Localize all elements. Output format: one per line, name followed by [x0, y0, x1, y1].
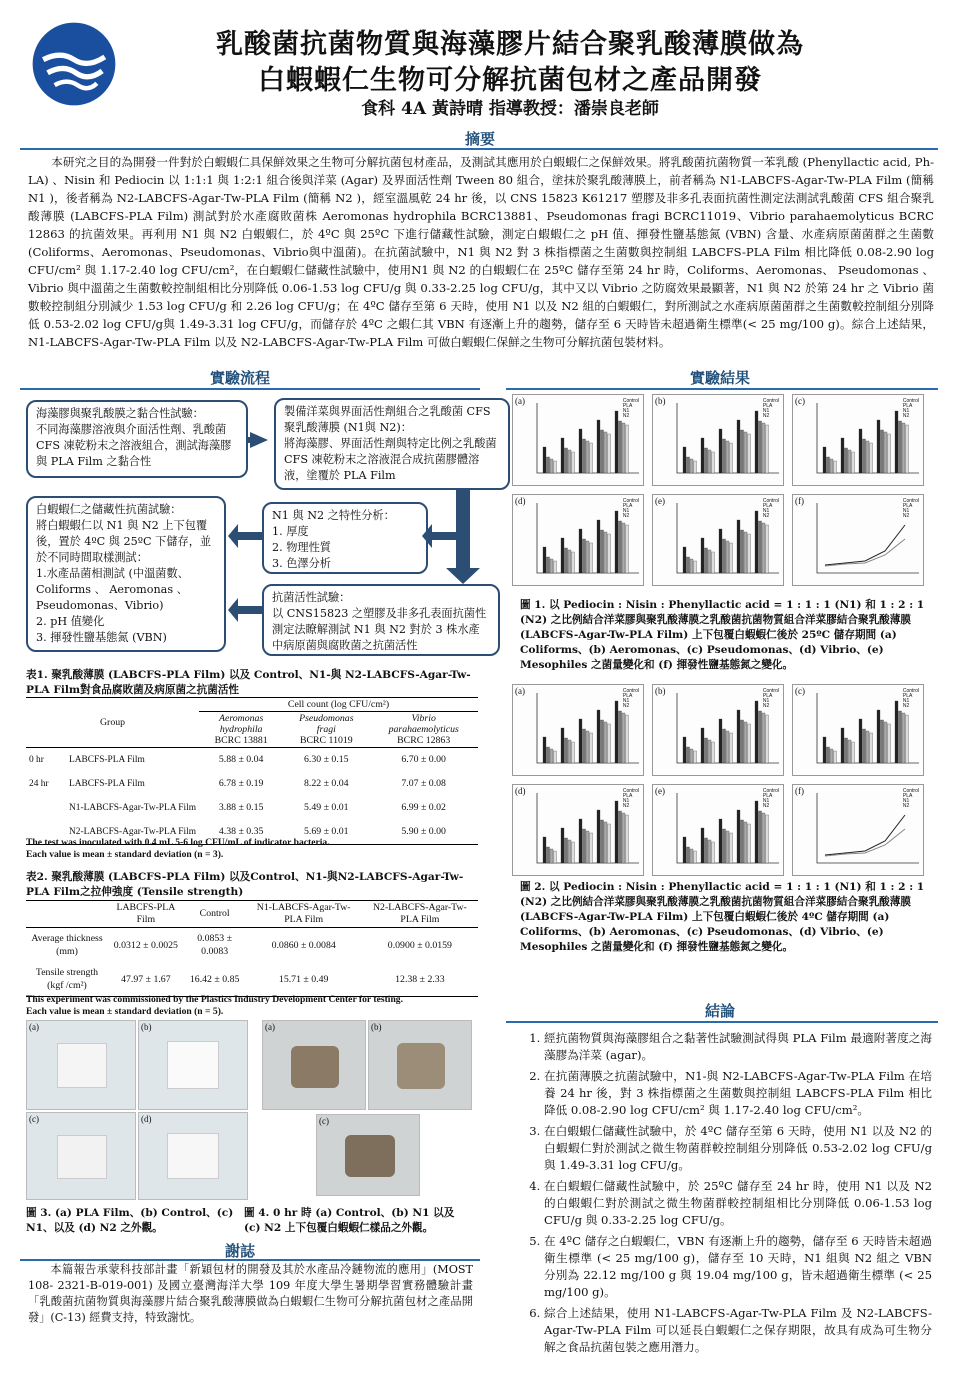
figure2-panels	[512, 684, 932, 880]
figure3-photos	[26, 1020, 248, 1200]
table2-header-cell: N1-LABCFS-Agar-Tw-PLA Film	[256, 902, 351, 925]
poster-author: 食科 4A 黃詩晴 指導教授：潘崇良老師	[361, 99, 659, 119]
result-panel: (f) Control PLA N1 N2	[792, 784, 924, 876]
table-row: 24 hr LABCFS-PLA Film 6.78 ± 0.19 8.22 ± 0.04 7.07 ± 0.08	[29, 778, 446, 789]
table-row: N2-LABCFS-Agar-Tw-PLA Film 4.38 ± 0.35 5.69 ± 0.01 5.90 ± 0.00	[69, 826, 446, 837]
arrow-right-icon	[250, 432, 268, 448]
flow-divider	[20, 388, 480, 390]
conclusion-divider	[506, 1021, 938, 1023]
result-panel: (b) Control PLA N1 N2	[652, 684, 784, 776]
ack-heading: 謝誌	[224, 1242, 255, 1260]
poster-title-line2: 白蝦蝦仁生物可分解抗菌包材之產品開發	[258, 65, 762, 96]
list-item: 2. 在抗菌薄膜之抗菌試驗中，N1-與 N2-LABCFS-Agar-Tw-PLA Film 在培養 24 hr 後，對 3 株指標菌之生菌數與控制組 LABCFS-PLA Film 相比降低 0.08-2.90 log CFU/cm² 與 1.17-2.40 log CFU/cm²。	[544, 1068, 932, 1119]
result-panel: (f) Control PLA N1 N2	[792, 494, 924, 586]
flow-box-characterization: N1 與 N2 之特性分析： 1. 厚度 2. 物理性質 3. 色澤分析	[262, 502, 428, 574]
table1-col-vibrio: Vibrio parahaemolyticus BCRC 12863	[388, 713, 459, 746]
conclusion-list	[544, 1030, 932, 1360]
result-panel: (a) Control PLA N1 N2	[512, 684, 644, 776]
table1-col-aeromonas: Aeromonas hydrophila BCRC 13881	[214, 713, 268, 746]
table1-caption: 表1. 聚乳酸薄膜 (LABCFS-PLA Film) 以及 Control、N1-與 N2-LABCFS-Agar-Tw-PLA Film對食品腐敗菌及病原菌之抗菌活性	[26, 669, 471, 696]
table2-caption: 表2. 聚乳酸薄膜 (LABCFS-PLA Film) 以及Control、N1-與N2-LABCFS-Agar-Tw-PLA Film之拉伸強度 (Tensile strength)	[26, 871, 464, 898]
table2-header-cell: N2-LABCFS-Agar-Tw-PLA Film	[372, 902, 467, 925]
flow-box-antibacterial-test: 抗菌活性試驗： 以 CNS15823 之塑膠及非多孔表面抗菌性測定法瞭解測試 N1 與 N2 對於 3 株水產中病原菌與腐敗菌之抗菌活性	[262, 584, 500, 656]
table2-notes: This experiment was commissioned by the Plastics Industry Development Center for testing. Each value is mean ± standard deviation (n = 5).	[26, 994, 403, 1017]
result-panel: (e) Control PLA N1 N2	[652, 494, 784, 586]
figure4-caption: 圖 4. 0 hr 時 (a) Control、(b) N1 以及 (c) N2 上下包覆白蝦蝦仁樣品之外觀。	[244, 1207, 455, 1234]
list-item: 5. 在 4ºC 儲存之白蝦蝦仁，VBN 有逐漸上升的趨勢，儲存至 6 天時皆未超過衛生標準 (< 25 mg/100 g)，儲存至 10 天時，N1 組與 N2 組之 VBN 分別為 22.12 mg/100 g 與 19.04 mg/100 g，皆未超過衛生標準 (< 25 mg/100 g)。	[544, 1233, 932, 1301]
abstract-divider	[20, 148, 938, 150]
table1-count-header: Cell count (log CFU/cm²)	[199, 698, 478, 712]
figure4-photo-b: (b)	[368, 1020, 472, 1110]
poster-title-line1: 乳酸菌抗菌物質與海藻膠片結合聚乳酸薄膜做為	[216, 29, 804, 60]
table2-header-cell: Control	[199, 908, 230, 919]
result-panel: (c) Control PLA N1 N2	[792, 394, 924, 486]
figure3-photo-d: (d)	[138, 1112, 248, 1200]
figure4-photos	[262, 1020, 472, 1196]
flow-box-adhesion-test: 海藻膠與聚乳酸膜之黏合性試驗： 不同海藻膠溶液與介面活性劑、乳酸菌 CFS 凍乾粉末之溶液組合，測試海藻膠與 PLA Film 之黏合性	[26, 400, 248, 478]
list-item: 3. 在白蝦蝦仁儲藏性試驗中，於 4ºC 儲存至第 6 天時，使用 N1 以及 N2 的白蝦蝦仁對於測試之微生物菌群較控制組分別降低 0.53-2.02 log CFU/g 與 1.49-3.31 log CFU/g。	[544, 1123, 932, 1174]
result-panel: (c) Control PLA N1 N2	[792, 684, 924, 776]
table-row: Tensile strength (kgf /cm²) 47.97 ± 1.67 16.42 ± 0.85 15.71 ± 0.49 12.38 ± 2.33	[35, 967, 445, 991]
result-panel: (e) Control PLA N1 N2	[652, 784, 784, 876]
flow-box-film-preparation: 製備洋菜與界面活性劑組合之乳酸菌 CFS 聚乳酸薄膜 (N1與 N2)： 將海藻膠、界面活性劑與特定比例之乳酸菌 CFS 凍乾粉末之溶液混合成抗菌膠體溶液，塗覆於 PLA Film	[274, 398, 510, 490]
arrow-left-icon	[228, 598, 238, 622]
table-row: N1-LABCFS-Agar-Tw-PLA Film 3.88 ± 0.15 5.49 ± 0.01 6.99 ± 0.02	[69, 802, 446, 813]
list-item: 6. 綜合上述結果，使用 N1-LABCFS-Agar-Tw-PLA Film 及 N2-LABCFS-Agar-Tw-PLA Film 可以延長白蝦蝦仁之保存期限，故具有成為可生物分解之食品抗菌包裝之應用潛力。	[544, 1305, 932, 1356]
table1-notes: The test was inoculated with 0.4 mL 5-6 log CFU/mL of indicator bacteria. Each value is mean ± standard deviation (n = 3).	[26, 837, 330, 860]
result-panel: (b) Control PLA N1 N2	[652, 394, 784, 486]
figure3-photo-b: (b)	[138, 1020, 248, 1110]
table2	[26, 900, 478, 997]
flow-box-storage-test: 白蝦蝦仁之儲藏性抗菌試驗： 將白蝦蝦仁以 N1 與 N2 上下包覆後，置於 4ºC 與 25ºC 下儲存，並於不同時間取樣測試： 1.水產品菌相測試 (中溫菌數、Coliforms 、 Aeromonas 、 Pseudomonas、Vibrio) 2. pH 值變化 3. 揮發性鹽基態氮 (VBN)	[26, 496, 226, 652]
figure3-photo-a: (a)	[26, 1020, 136, 1110]
figure4-photo-c: (c)	[316, 1114, 420, 1196]
result-panel: (a) Control PLA N1 N2	[512, 394, 644, 486]
table2-header-cell	[26, 901, 108, 928]
arrow-down-icon	[446, 568, 480, 584]
table-row: Average thickness (mm) 0.0312 ± 0.0025 0.0853 ± 0.0083 0.0860 ± 0.0084 0.0900 ± 0.0159	[31, 933, 452, 957]
table1-group-header: Group	[99, 717, 126, 728]
figure1-caption: 圖 1. 以 Pediocin : Nisin : Phenyllactic acid = 1 : 1 : 1 (N1) 和 1 : 2 : 1 (N2) 之比例結合洋菜膠與聚乳酸薄膜之乳酸菌抗菌物質組合洋菜膠結合聚乳酸薄膜 (LABCFS-Agar-Tw-PLA Film) 上下包覆白蝦蝦仁後於 25ºC 儲存期間 (a) Coliforms、(b) Aeromonas、(c) Pseudomonas、(d) Vibrio、(e) Mesophiles 之菌量變化和 (f) 揮發性鹽基態氮之變化。	[520, 599, 925, 671]
list-item: 4. 在白蝦蝦仁儲藏性試驗中，於 25ºC 儲存至 24 hr 時，使用 N1 以及 N2 的白蝦蝦仁對於測試之微生物菌群較控制組相比分別降低 0.06-1.53 log CFU/g 與 0.33-2.25 log CFU/g。	[544, 1178, 932, 1229]
arrow-down-shaft	[456, 490, 470, 570]
table1-col-pseudomonas: Pseudomonas fragi BCRC 11019	[299, 713, 354, 746]
ack-text: 本篇報告承蒙科技部計畫「新穎包材的開發及其於水產品冷鏈物流的應用」(MOST 108- 2321-B-019-001) 及國立臺灣海洋大學 109 年度大學生暑期學習實務體驗計畫「乳酸菌抗菌物質與海藻膠片結合聚乳酸薄膜做為白蝦蝦仁生物可分解抗菌包材之產品開發」(C-13) 經費支持，特致謝忱。	[28, 1263, 473, 1324]
ack-divider	[20, 1259, 480, 1261]
flow-heading: 實驗流程	[209, 369, 270, 387]
figure1-panels	[512, 394, 932, 594]
abstract-text: 本研究之目的為開發一件對於白蝦蝦仁具保鮮效果之生物可分解抗菌包材產品，及測試其應用於白蝦蝦仁之保鮮效果。將乳酸菌抗菌物質一苯乳酸 (Phenyllactic acid, Ph-LA) 、Nisin 和 Pediocin 以 1:1:1 與 1:2:1 組合後與洋菜 (Agar) 及界面活性劑 Tween 80 組合，塗抹於聚乳酸薄膜上，前者稱為 N1-LABCFS-Agar-Tw-PLA Film (簡稱 N1 )，後者稱為 N2-LABCFS-Agar-Tw-PLA Film (簡稱 N2 )，經室溫風乾 24 hr 後，以 CNS 15823 K61217 塑膠及非多孔表面抗菌性測定法測試乳酸菌 CFS 組合聚乳酸薄膜 (LABCFS-PLA Film) 測試對於水產腐敗菌株 Aeromonas hydrophila BCRC13881、Pseudomonas fragi BCRC11019、Vibrio parahaemolyticus BCRC 12863 的抗菌效果。再利用 N1 與 N2 白蝦蝦仁，於 4ºC 與 25ºC 下進行儲藏性試驗，測定白蝦蝦仁之 pH 值、揮發性鹽基態氮 (VBN) 含量、水產病原菌菌群之生菌數 (Coliforms、Aeromonas、Pseudomonas、Vibrio與中溫菌)。在抗菌試驗中，N1 與 N2 對 3 株指標菌之生菌數與控制組 LABCFS-PLA Film 相比降低 0.08-2.90 log CFU/cm² 與 1.17-2.40 log CFU/cm²，在白蝦蝦仁儲藏性試驗中，使用N1 與 N2 的白蝦蝦仁在 25ºC 儲存至第 24 hr 時，Coliforms、Aeromonas、 Pseudomonas 、Vibrio 與中溫菌之生菌數較控制組相比分別降低 0.06-1.53 log CFU/g 與 0.33-2.25 log CFU/g，其中又以 Vibrio 之防腐效果最顯著，N1 與 N2 於第 24 hr 之 Vibrio 菌數較控制組分別減少 1.53 log CFU/g 和 2.26 log CFU/g；在 4ºC 儲存至第 6 天時，使用 N1 以及 N2 組的白蝦蝦仁，對所測試之水產病原菌菌群之生菌數較控制組分別降低 0.53-2.02 log CFU/g與 1.49-3.31 log CFU/g，而儲存於 4ºC 之蝦仁其 VBN 有逐漸上升的趨勢，儲存至 6 天時皆未超過衛生標準(< 25 mg/100 g)。綜合上述結果，N1-LABCFS-Agar-Tw-PLA Film 以及 N2-LABCFS-Agar-Tw-PLA Film 可做白蝦蝦仁保鮮之生物可分解抗菌包裝材料。	[28, 155, 934, 349]
table-row: 0 hr LABCFS-PLA Film 5.88 ± 0.04 6.30 ± 0.15 6.70 ± 0.00	[29, 754, 446, 765]
abstract-heading: 摘要	[464, 130, 495, 148]
conclusion-heading: 結論	[704, 1002, 735, 1020]
result-panel: (d) Control PLA N1 N2	[512, 784, 644, 876]
figure4-photo-a: (a)	[262, 1020, 366, 1110]
figure3-photo-c: (c)	[26, 1112, 136, 1200]
results-divider	[506, 388, 938, 390]
list-item: 1. 經抗菌物質與海藻膠組合之黏著性試驗測試得與 PLA Film 最適附著度之海藻膠為洋菜 (agar)。	[544, 1030, 932, 1064]
figure2-caption: 圖 2. 以 Pediocin : Nisin : Phenyllactic acid = 1 : 1 : 1 (N1) 和 1 : 2 : 1 (N2) 之比例結合洋菜膠與聚乳酸薄膜之乳酸菌抗菌物質組合洋菜膠結合聚乳酸薄膜 (LABCFS-Agar-Tw-PLA Film) 上下包覆白蝦蝦仁後於 4ºC 儲存期間 (a) Coliforms、(b) Aeromonas、(c) Pseudomonas、(d) Vibrio、(e) Mesophiles 之菌量變化和 (f) 揮發性鹽基態氮之變化。	[520, 881, 925, 953]
university-logo	[30, 20, 118, 108]
table1	[26, 697, 478, 845]
table2-header-cell: LABCFS-PLA Film	[116, 902, 176, 925]
figure3-caption: 圖 3. (a) PLA Film、(b) Control、(c) N1、以及 (d) N2 之外觀。	[26, 1207, 234, 1234]
arrow-left-icon	[228, 524, 238, 548]
results-heading: 實驗結果	[689, 369, 750, 387]
result-panel: (d) Control PLA N1 N2	[512, 494, 644, 586]
